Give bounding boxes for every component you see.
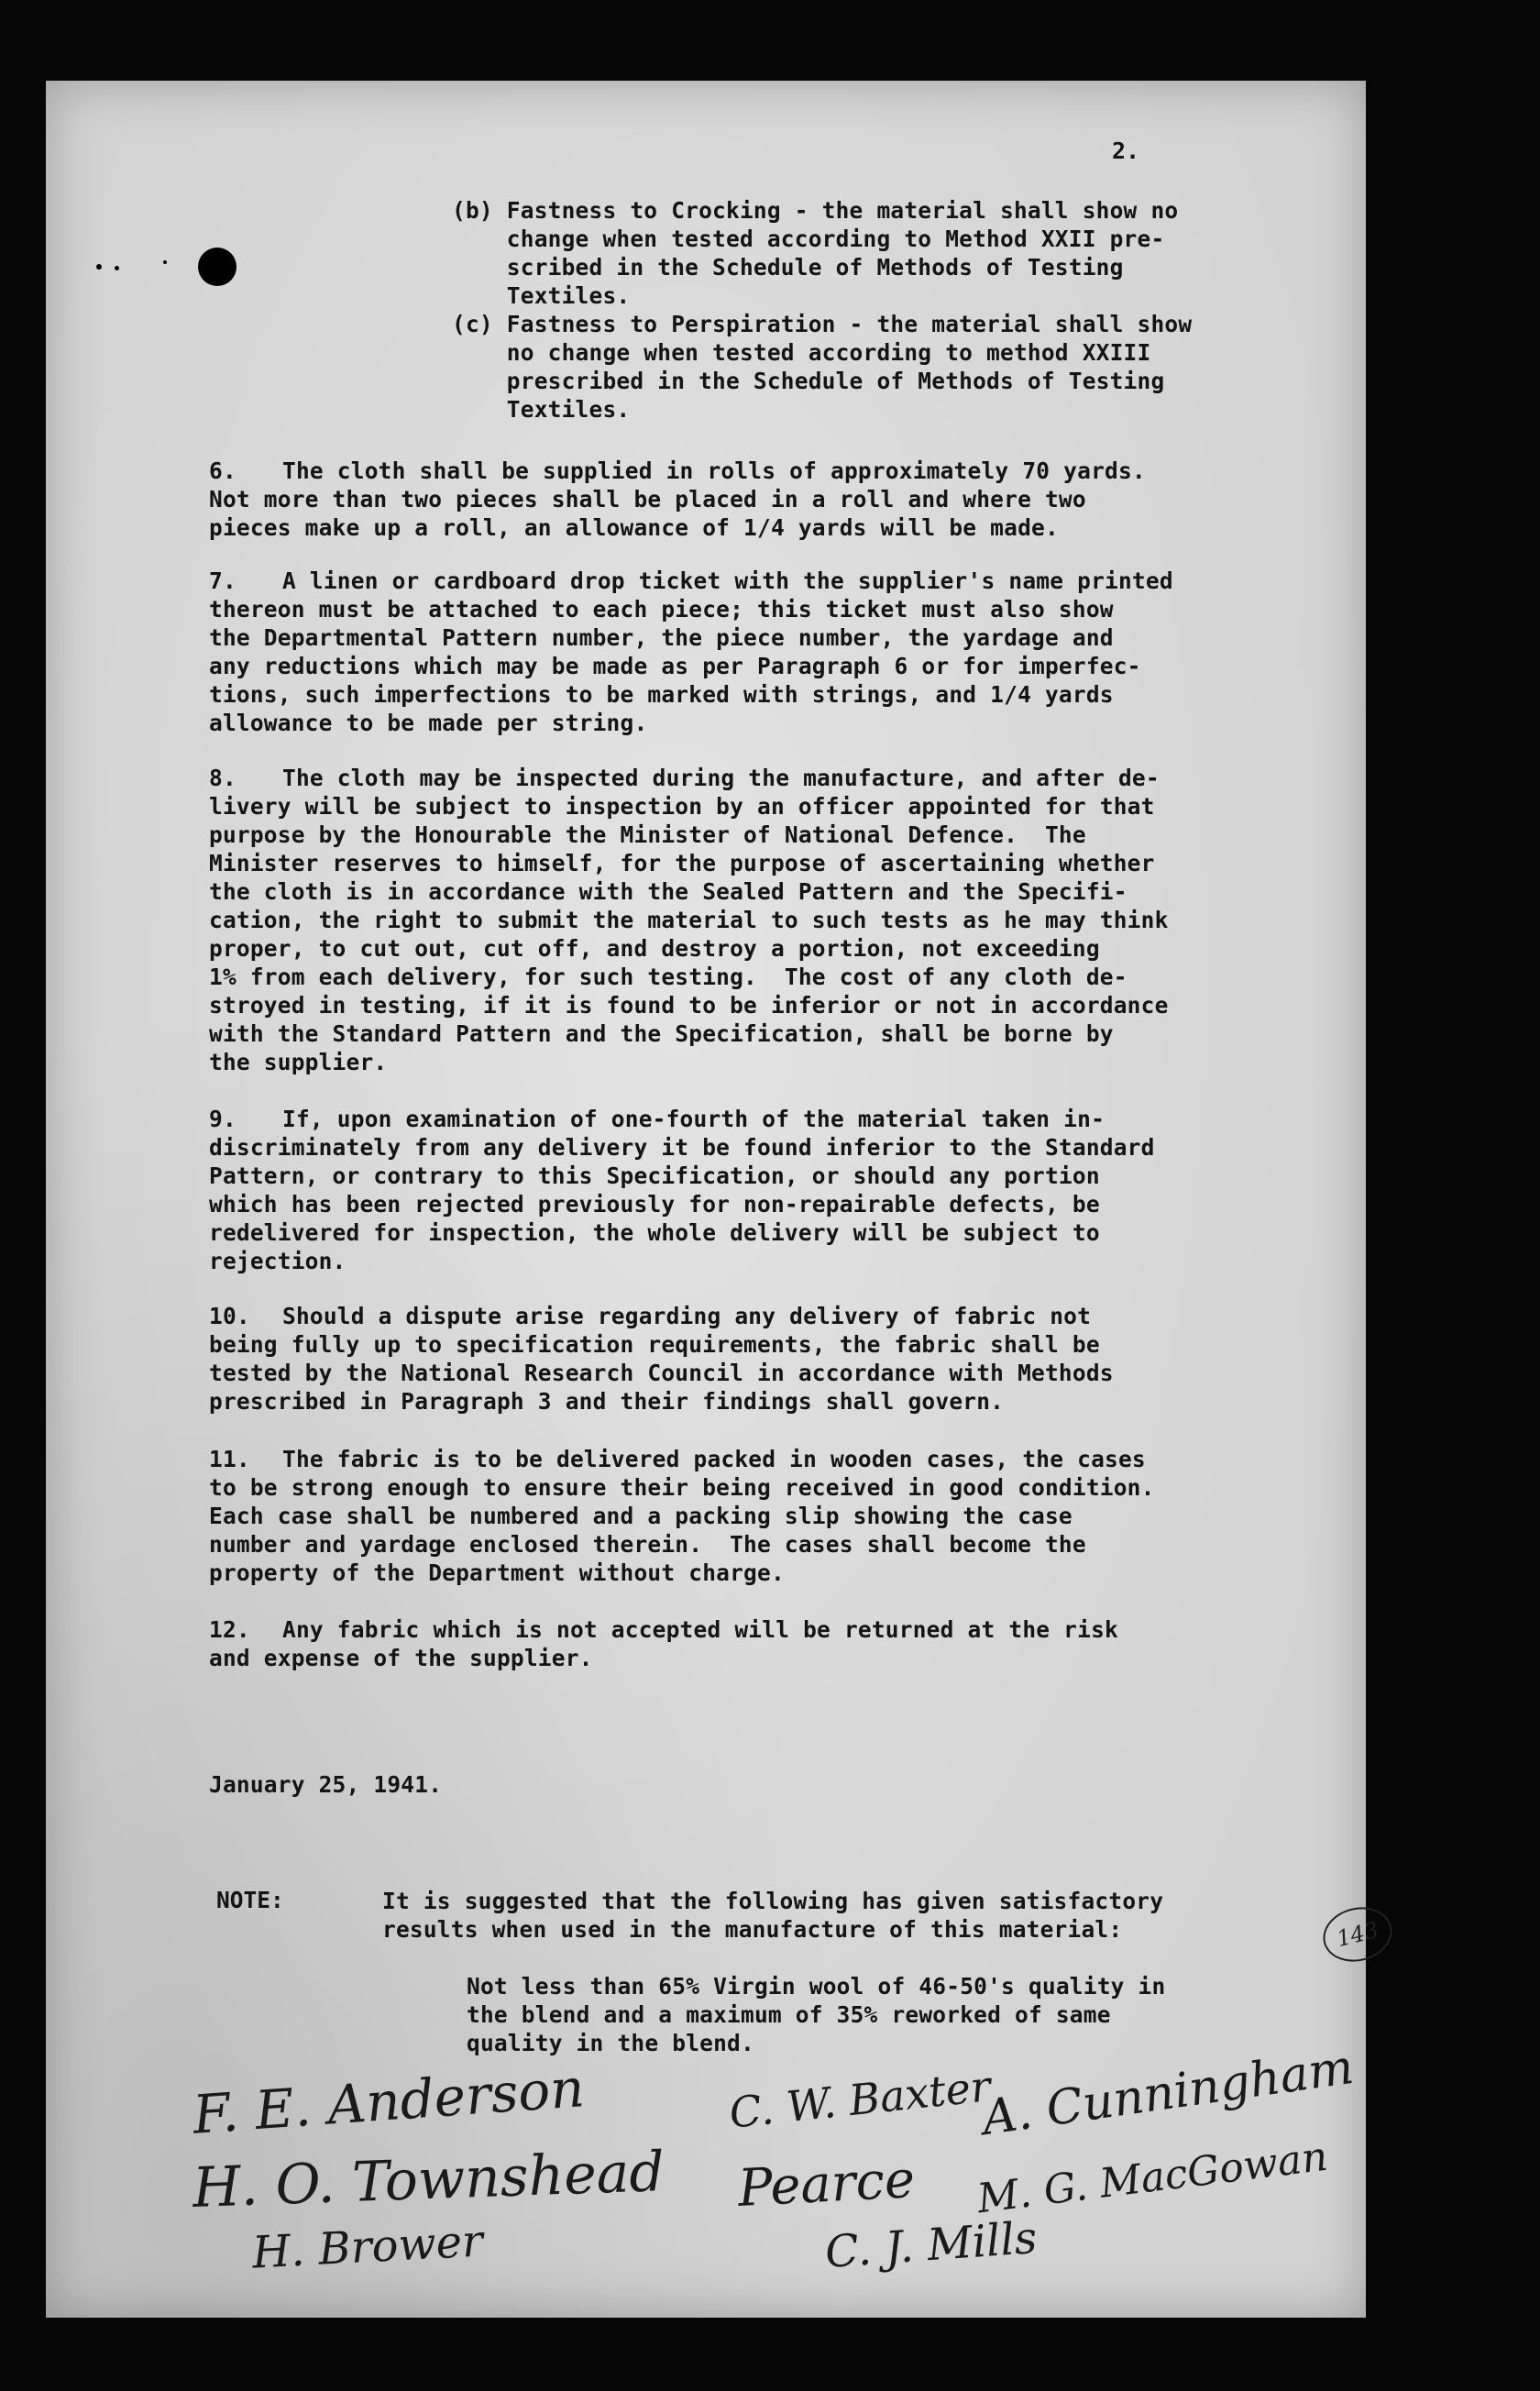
clause-b-line: (b) Fastness to Crocking - the material shall show no (452, 197, 1179, 224)
paragraph-line: pieces make up a roll, an allowance of 1/4 yards will be made. (209, 514, 1059, 541)
paragraph-line: stroyed in testing, if it is found to be inferior or not in accordance (209, 992, 1169, 1019)
note-line: It is suggested that the following has given satisfactory (382, 1888, 1164, 1914)
paragraph-line: 1% from each delivery, for such testing. The cost of any cloth de- (209, 964, 1128, 990)
paragraph-line: which has been rejected previously for non-repairable defects, be (209, 1191, 1100, 1218)
paragraph-line: tions, such imperfections to be marked with strings, and 1/4 yards (209, 681, 1114, 708)
signature: C. J. Mills (823, 2211, 1040, 2279)
note-detail-line: Not less than 65% Virgin wool of 46-50's quality in (467, 1973, 1166, 2000)
signature: M. G. MacGowan (974, 2132, 1331, 2223)
clause-c-line: (c) Fastness to Perspiration - the material shall show (452, 311, 1193, 337)
paragraph-line: with the Standard Pattern and the Specification, shall be borne by (209, 1020, 1114, 1047)
note-label: NOTE: (216, 1887, 284, 1913)
paragraph-line: the cloth is in accordance with the Sealed Pattern and the Specifi- (209, 878, 1128, 905)
clause-c-line: prescribed in the Schedule of Methods of Testing (452, 368, 1165, 394)
paragraph-line: Not more than two pieces shall be placed in a roll and where two (209, 486, 1086, 512)
page-number: 2. (1112, 138, 1140, 164)
paragraph-line: and expense of the supplier. (209, 1645, 593, 1671)
ink-speck (163, 260, 167, 264)
clause-c-line: no change when tested according to method XXIII (452, 339, 1151, 366)
document-date: January 25, 1941. (209, 1771, 443, 1798)
folio-number: 143 (1317, 1901, 1398, 1969)
paragraph-number: 8. (209, 765, 236, 791)
paragraph-line: purpose by the Honourable the Minister of National Defence. The (209, 821, 1086, 848)
signature: Pearce (736, 2149, 917, 2220)
paragraph-first-line: 11. The fabric is to be delivered packed in wooden cases, the cases (209, 1446, 1146, 1472)
paragraph-line: the Departmental Pattern number, the piece number, the yardage and (209, 624, 1114, 651)
note-detail-line: quality in the blend. (467, 2030, 754, 2056)
paragraph-line: redelivered for inspection, the whole delivery will be subject to (209, 1219, 1100, 1246)
clause-c-line: Textiles. (452, 396, 631, 423)
paragraph-line: any reductions which may be made as per Paragraph 6 or for imperfec- (209, 653, 1141, 679)
paragraph-line: prescribed in Paragraph 3 and their findings shall govern. (209, 1388, 1005, 1415)
paragraph-number: 7. (209, 567, 236, 594)
document-page (46, 81, 1381, 2318)
paragraph-line: Minister reserves to himself, for the purpose of ascertaining whether (209, 850, 1155, 876)
note-line: results when used in the manufacture of this material: (382, 1916, 1123, 1943)
paragraph-number: 11. (209, 1446, 250, 1472)
note-detail-line: the blend and a maximum of 35% reworked of same (467, 2001, 1111, 2028)
paragraph-first-line: 9. If, upon examination of one-fourth of the material taken in- (209, 1106, 1106, 1132)
ink-speck (96, 264, 102, 270)
signature: H. Brower (250, 2215, 485, 2279)
paragraph-number: 12. (209, 1616, 250, 1643)
paragraph-line: being fully up to specification requirements, the fabric shall be (209, 1331, 1100, 1358)
paragraph-line: discriminately from any delivery it be found inferior to the Standard (209, 1134, 1155, 1161)
paragraph-line: tested by the National Research Council in accordance with Methods (209, 1360, 1114, 1386)
paragraph-line: to be strong enough to ensure their being received in good condition. (209, 1474, 1155, 1501)
clause-b-line: Textiles. (452, 282, 631, 309)
paragraph-line: the supplier. (209, 1049, 388, 1075)
paragraph-line: Pattern, or contrary to this Specification, or should any portion (209, 1162, 1100, 1189)
ink-speck (115, 266, 119, 270)
paragraph-first-line: 12. Any fabric which is not accepted will be returned at the risk (209, 1616, 1118, 1643)
paragraph-line: cation, the right to submit the material to such tests as he may think (209, 907, 1169, 933)
paragraph-line: thereon must be attached to each piece; this ticket must also show (209, 596, 1114, 623)
paragraph-first-line: 7. A linen or cardboard drop ticket with the supplier's name printed (209, 567, 1173, 594)
paragraph-line: number and yardage enclosed therein. The cases shall become the (209, 1531, 1086, 1558)
paragraph-first-line: 8. The cloth may be inspected during the manufacture, and after de- (209, 765, 1160, 791)
punch-hole (198, 248, 236, 286)
paragraph-line: Each case shall be numbered and a packing slip showing the case (209, 1503, 1072, 1529)
paragraph-line: rejection. (209, 1248, 346, 1274)
signature: C. W. Baxter (726, 2061, 994, 2138)
paragraph-first-line: 10. Should a dispute arise regarding any delivery of fabric not (209, 1303, 1092, 1329)
paragraph-first-line: 6. The cloth shall be supplied in rolls of approximately 70 yards. (209, 457, 1146, 484)
paragraph-line: property of the Department without charge. (209, 1559, 785, 1586)
signature: H. O. Townshead (191, 2140, 666, 2220)
clause-b-line: scribed in the Schedule of Methods of Testing (452, 254, 1124, 281)
paragraph-line: livery will be subject to inspection by an officer appointed for that (209, 793, 1155, 820)
signature: F. E. Anderson (191, 2056, 587, 2146)
paragraph-line: proper, to cut out, cut off, and destroy a portion, not exceeding (209, 935, 1100, 962)
paragraph-number: 6. (209, 457, 236, 484)
paragraph-line: allowance to be made per string. (209, 710, 648, 736)
paragraph-number: 9. (209, 1106, 236, 1132)
signature: A. Cunningham (978, 2039, 1358, 2147)
paragraph-number: 10. (209, 1303, 250, 1329)
clause-b-line: change when tested according to Method XXII pre- (452, 226, 1165, 252)
